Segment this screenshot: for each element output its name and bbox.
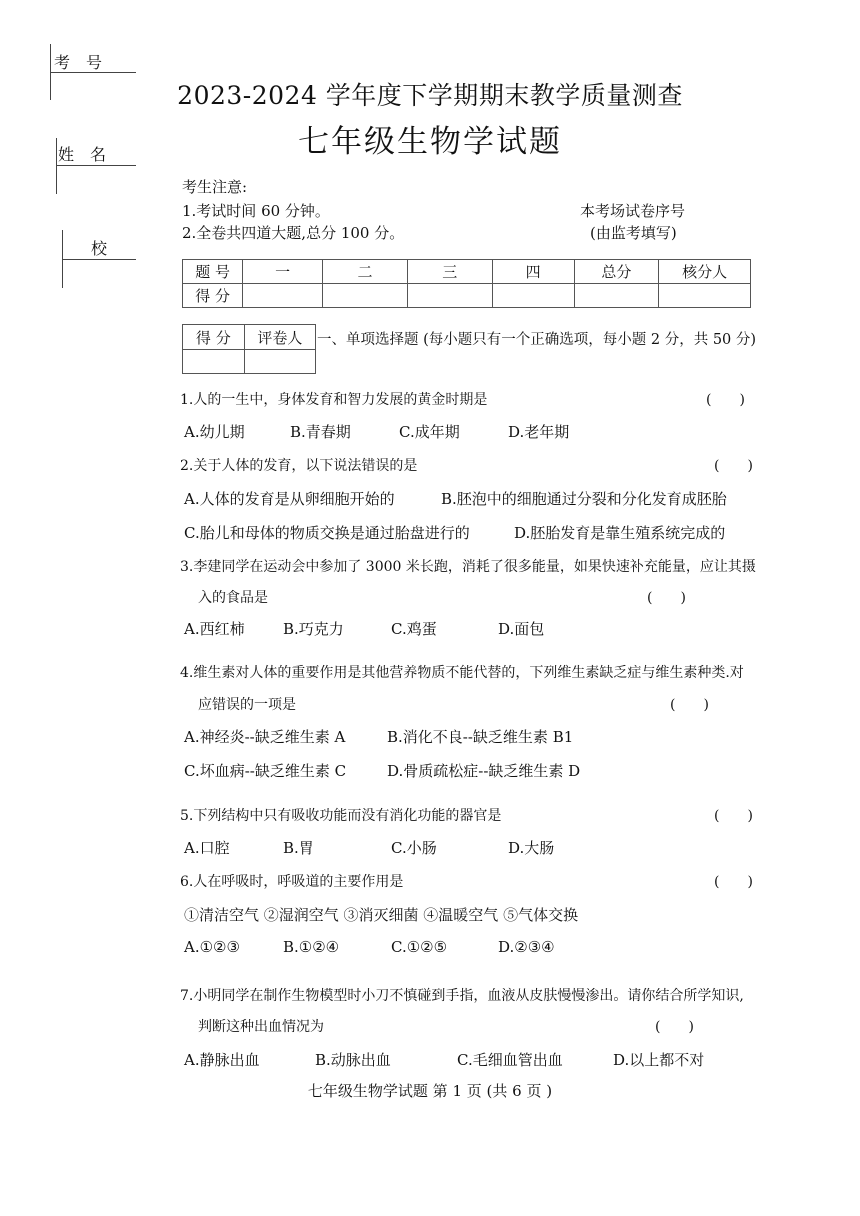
grader-cell: 评卷人 [244,325,315,350]
question-7-stem: 7.小明同学在制作生物模型时小刀不慎碰到手指，血液从皮肤慢慢渗出。请你结合所学知识, [180,988,744,1004]
option-b: B.消化不良--缺乏维生素 B1 [387,728,574,746]
option-d: D.面包 [498,620,545,638]
side-divider [56,165,136,166]
option-d: D.②③④ [498,938,555,956]
notice-heading: 考生注意: [182,178,248,196]
side-divider [62,259,136,260]
answer-bracket[interactable]: ( ) [714,874,753,890]
option-c: C.毛细血管出血 [457,1051,563,1069]
notice-line-2: 2.全卷共四道大题,总分 100 分。 [182,224,405,242]
option-d: D.老年期 [508,423,570,441]
score-cell: 得 分 [183,284,243,308]
score-cell: 一 [243,260,323,284]
option-d: D.骨质疏松症--缺乏维生素 D [387,762,581,780]
option-d: D.大肠 [508,839,555,857]
answer-bracket[interactable]: ( ) [714,808,753,824]
option-b: B.胚泡中的细胞通过分裂和分化发育成胚胎 [441,490,727,508]
side-label-kaohao: 考 号 [54,53,103,72]
option-b: B.青春期 [290,423,351,441]
option-c: C.小肠 [391,839,437,857]
score-entry-cell[interactable] [243,284,323,308]
option-b: B.①②④ [283,938,340,956]
score-table [182,259,751,308]
grader-entry-cell[interactable] [183,350,245,374]
score-entry-cell[interactable] [574,284,659,308]
option-a: A.①②③ [184,938,240,956]
question-5-stem: 5.下列结构中只有吸收功能而没有消化功能的器官是 [180,808,502,824]
question-3-stem-cont: 入的食品是 [198,590,268,606]
section-1-title: 一、单项选择题 (每小题只有一个正确选项，每小题 2 分，共 50 分) [317,332,757,348]
question-2-stem: 2.关于人体的发育，以下说法错误的是 [180,458,418,474]
option-c: C.鸡蛋 [391,620,437,638]
option-c: C.①②⑤ [391,938,448,956]
page-footer: 七年级生物学试题 第 1 页 (共 6 页 ) [307,1082,553,1100]
grader-table [182,324,316,374]
question-6-items: ①清洁空气 ②湿润空气 ③消灭细菌 ④温暖空气 ⑤气体交换 [184,906,579,924]
score-cell: 三 [407,260,492,284]
question-4-stem-cont: 应错误的一项是 [198,697,296,713]
score-entry-cell[interactable] [407,284,492,308]
score-entry-cell[interactable] [323,284,408,308]
option-b: B.巧克力 [283,620,344,638]
answer-bracket[interactable]: ( ) [706,392,745,408]
score-cell: 四 [492,260,574,284]
question-1-stem: 1.人的一生中，身体发育和智力发展的黄金时期是 [180,392,488,408]
score-table-score-row [183,284,751,308]
score-table-header-row [183,260,751,284]
serial-label: 本考场试卷序号 [580,202,686,220]
score-cell: 总分 [574,260,659,284]
answer-bracket[interactable]: ( ) [670,697,709,713]
option-a: A.口腔 [184,839,230,857]
question-7-stem-cont: 判断这种出血情况为 [198,1019,324,1035]
option-b: B.胃 [283,839,314,857]
option-d: D.以上都不对 [613,1051,705,1069]
notice-line-1: 1.考试时间 60 分钟。 [182,202,330,220]
answer-bracket[interactable]: ( ) [714,458,753,474]
score-cell: 题 号 [183,260,243,284]
option-a: A.幼儿期 [184,423,245,441]
option-a: A.神经炎--缺乏维生素 A [184,728,346,746]
exam-title: 2023-2024 学年度下学期期末教学质量测查 [177,81,683,110]
grader-entry-cell[interactable] [244,350,315,374]
side-label-xingming: 姓 名 [58,145,107,164]
option-b: B.动脉出血 [315,1051,391,1069]
option-c: C.坏血病--缺乏维生素 C [184,762,347,780]
option-a: A.人体的发育是从卵细胞开始的 [184,490,395,508]
option-a: A.西红柿 [184,620,245,638]
answer-bracket[interactable]: ( ) [655,1019,694,1035]
question-4-stem: 4.维生素对人体的重要作用是其他营养物质不能代替的，下列维生素缺乏症与维生素种类.对 [180,665,744,681]
score-entry-cell[interactable] [492,284,574,308]
option-a: A.静脉出血 [184,1051,260,1069]
option-c: C.胎儿和母体的物质交换是通过胎盘进行的 [184,524,470,542]
serial-note: (由监考填写) [590,224,677,242]
side-divider [62,230,63,288]
question-6-stem: 6.人在呼吸时，呼吸道的主要作用是 [180,874,404,890]
score-cell: 二 [323,260,408,284]
score-cell: 核分人 [659,260,751,284]
exam-subtitle: 七年级生物学试题 [298,124,562,160]
question-3-stem: 3.李建同学在运动会中参加了 3000 米长跑，消耗了很多能量，如果快速补充能量，应让其摄 [180,559,756,575]
option-d: D.胚胎发育是靠生殖系统完成的 [514,524,726,542]
grader-cell: 得 分 [183,325,245,350]
answer-bracket[interactable]: ( ) [647,590,686,606]
score-entry-cell[interactable] [659,284,751,308]
option-c: C.成年期 [399,423,460,441]
side-divider [50,72,136,73]
side-label-xiao: 校 [91,239,108,258]
